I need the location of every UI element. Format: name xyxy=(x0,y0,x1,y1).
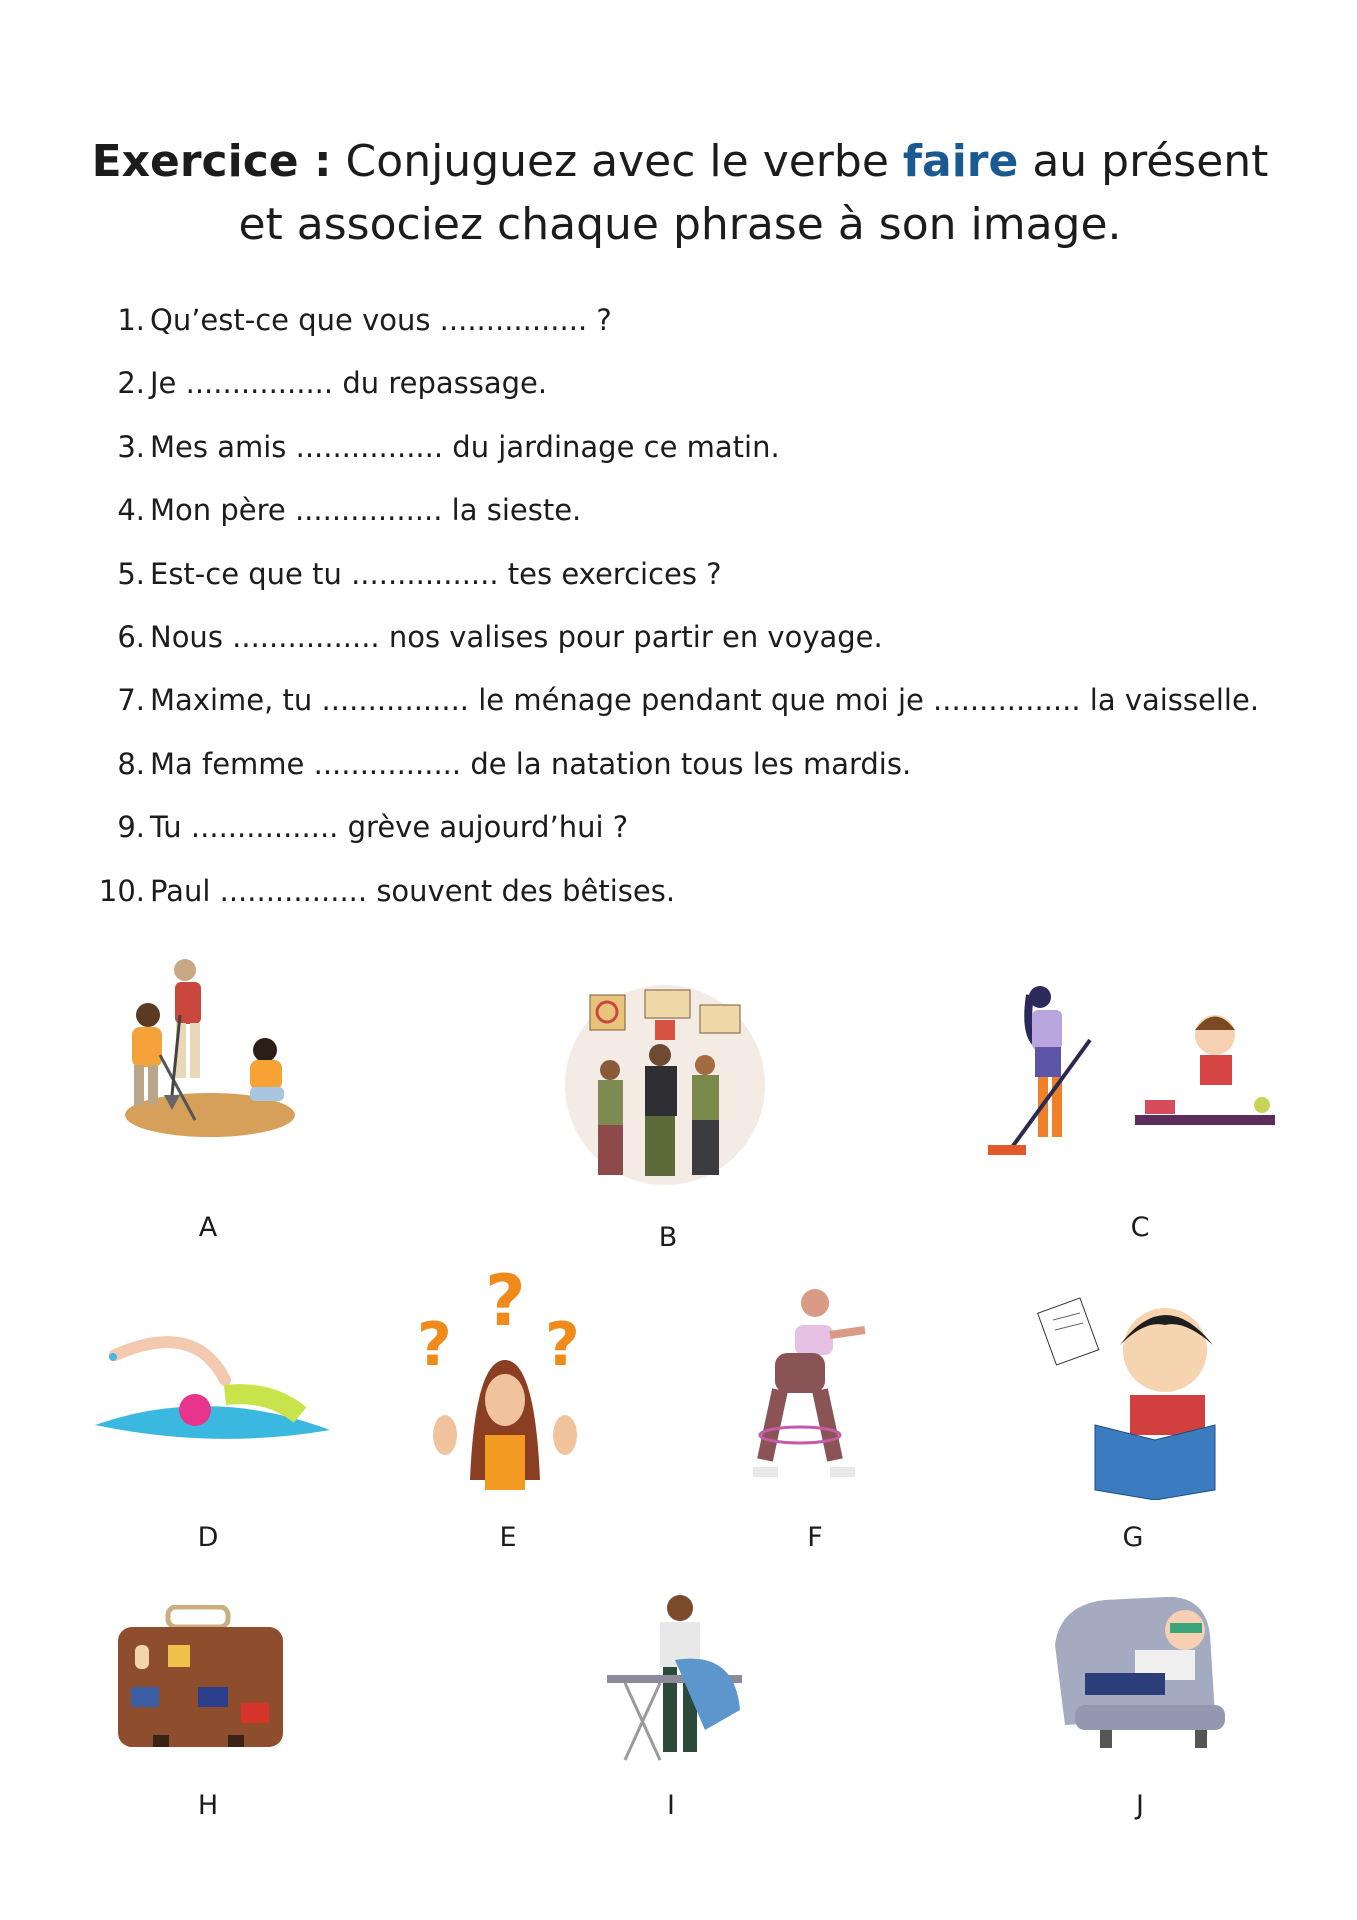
suitcase-icon xyxy=(113,1605,288,1755)
image-label-c: C xyxy=(1130,1212,1150,1243)
sentence-text: Ma femme ................ de la natation tous les mardis. xyxy=(150,746,912,781)
sentence-text: Je ................ du repassage. xyxy=(150,366,548,401)
image-label-h: H xyxy=(197,1790,219,1821)
svg-text:?: ? xyxy=(485,1270,526,1342)
image-label-g: G xyxy=(1122,1522,1144,1553)
sentence-number: 6. xyxy=(117,619,145,654)
image-label-d: D xyxy=(197,1522,219,1553)
image-label-f: F xyxy=(807,1522,823,1553)
sentence-number: 7. xyxy=(117,683,145,718)
sentence-text: Maxime, tu ................ le ménage pendant que moi je ................ la vaisselle. xyxy=(150,683,1260,718)
image-label-j: J xyxy=(1136,1790,1144,1821)
sentence-number: 10. xyxy=(98,873,145,908)
sentence-text: Tu ................ grève aujourd’hui ? xyxy=(150,810,629,845)
sentence-text: Mon père ................ la sieste. xyxy=(150,493,582,528)
sentence-text: Est-ce que tu ................ tes exercices ? xyxy=(150,556,722,591)
title-part1: Conjuguez avec le verbe xyxy=(331,136,903,187)
nap-icon xyxy=(1045,1585,1235,1755)
title-verb: faire xyxy=(902,136,1019,187)
title-part2: au présent et associez chaque phrase à son image. xyxy=(238,136,1269,250)
svg-text:?: ? xyxy=(545,1310,580,1380)
question-icon xyxy=(415,1270,595,1500)
sentence-number: 4. xyxy=(117,493,145,528)
sentence-number: 9. xyxy=(117,810,145,845)
sentence-number: 3. xyxy=(117,429,145,464)
sentence-number: 8. xyxy=(117,746,145,781)
sentence-text: Nous ................ nos valises pour partir en voyage. xyxy=(150,619,883,654)
sentence-number: 2. xyxy=(117,366,145,401)
sentence-text: Qu’est-ce que vous ................ ? xyxy=(150,303,612,337)
sentence-number: 5. xyxy=(117,556,145,591)
page-title xyxy=(80,130,1280,256)
image-label-b: B xyxy=(658,1222,678,1253)
image-label-i: I xyxy=(667,1790,675,1821)
ironing-icon xyxy=(605,1590,745,1770)
image-label-e: E xyxy=(499,1522,517,1553)
exercise-icon xyxy=(745,1285,885,1505)
svg-text:?: ? xyxy=(417,1310,452,1380)
sentence-text: Mes amis ................ du jardinage ce matin. xyxy=(150,429,780,464)
swimming-icon xyxy=(85,1325,335,1455)
sentence-text: Paul ................ souvent des bêtises. xyxy=(150,873,676,908)
protest-icon xyxy=(560,980,770,1190)
homework-icon xyxy=(1035,1285,1235,1500)
gardening-icon xyxy=(100,955,320,1145)
image-label-a: A xyxy=(198,1212,218,1243)
sentence-number: 1. xyxy=(117,303,145,337)
housework-icon xyxy=(980,985,1290,1165)
title-prefix: Exercice : xyxy=(91,136,332,187)
